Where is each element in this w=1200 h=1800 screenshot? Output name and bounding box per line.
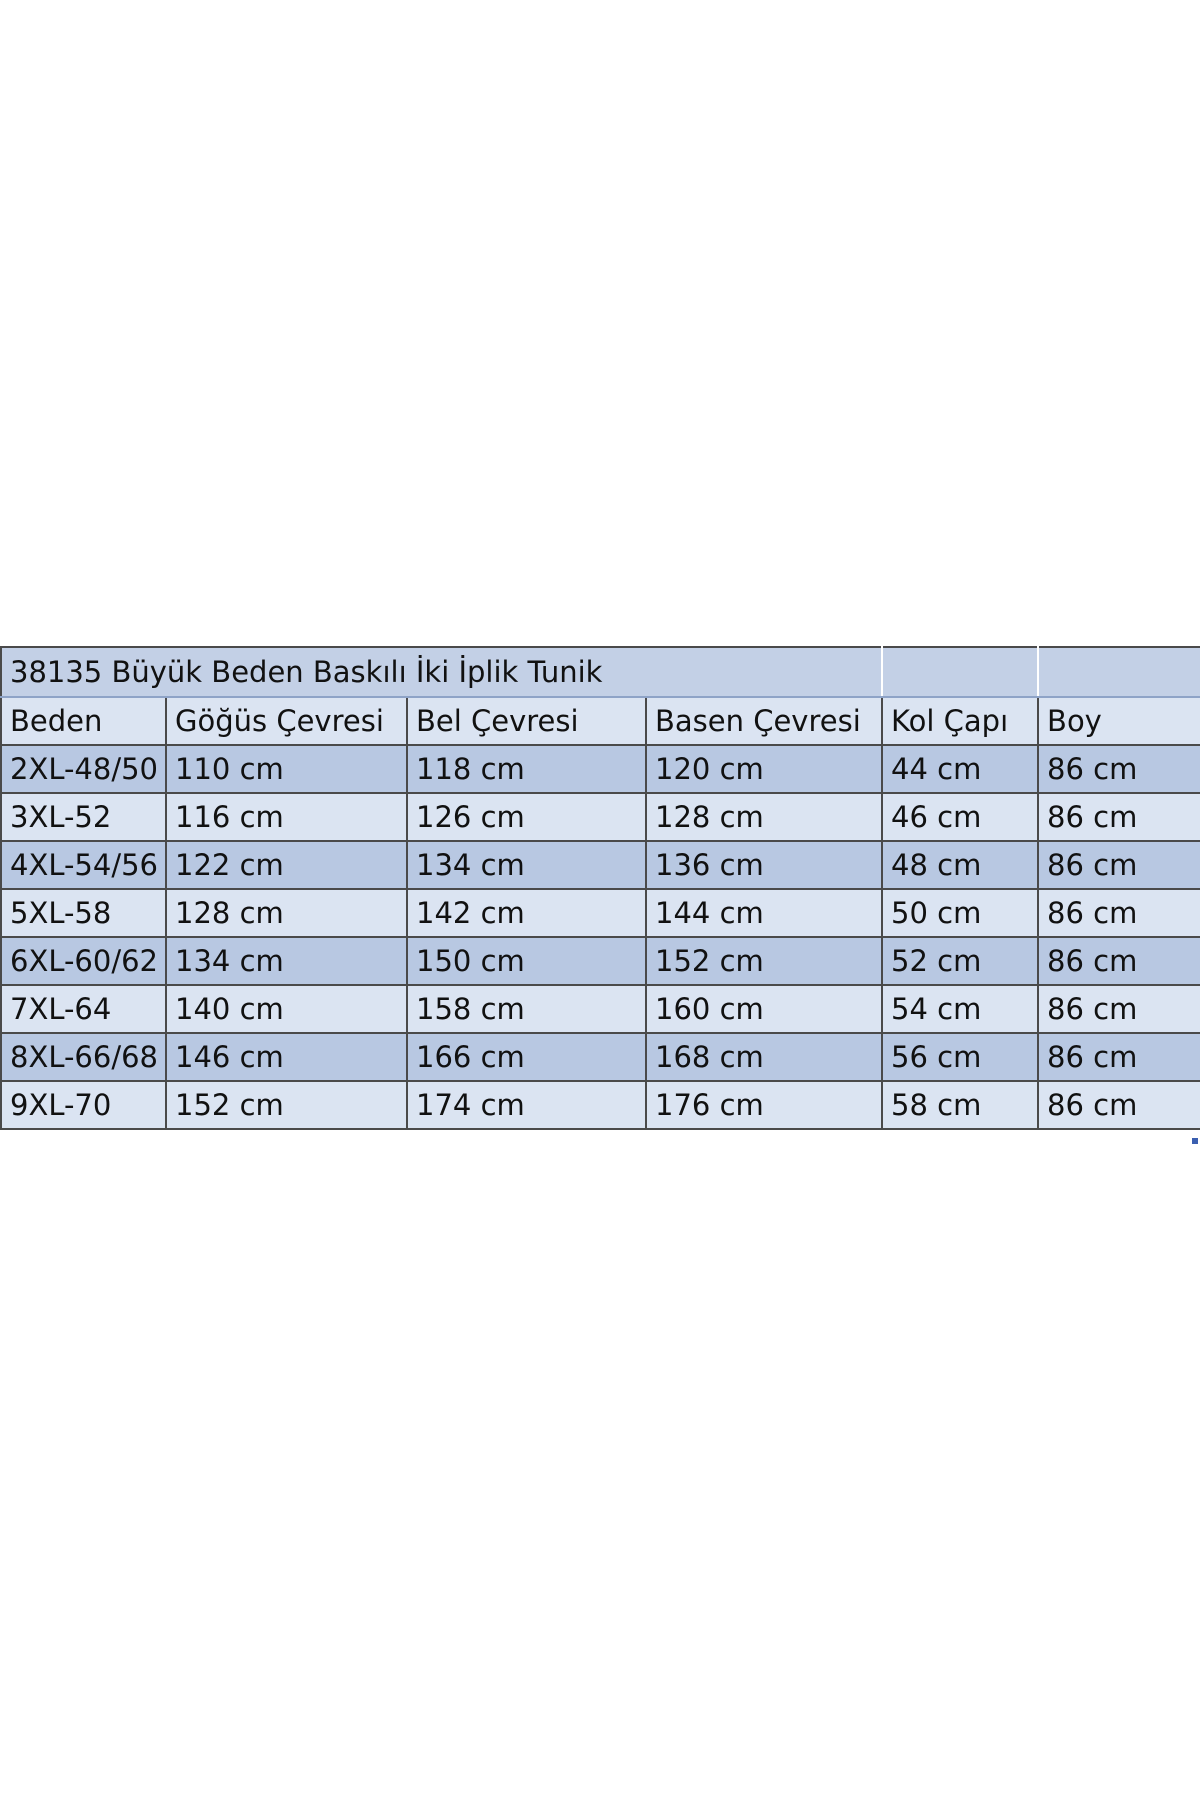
cell-size: 3XL-52	[1, 793, 166, 841]
cell-chest: 152 cm	[166, 1081, 407, 1129]
cell-length: 86 cm	[1038, 745, 1200, 793]
cell-chest: 140 cm	[166, 985, 407, 1033]
fill-handle-mark	[1192, 1138, 1198, 1144]
cell-length: 86 cm	[1038, 937, 1200, 985]
cell-chest: 116 cm	[166, 793, 407, 841]
cell-hip: 144 cm	[646, 889, 882, 937]
cell-sleeve: 58 cm	[882, 1081, 1038, 1129]
cell-size: 4XL-54/56	[1, 841, 166, 889]
header-sleeve: Kol Çapı	[882, 697, 1038, 745]
size-chart	[0, 646, 1200, 1152]
table-row	[1, 937, 1200, 985]
cell-hip: 136 cm	[646, 841, 882, 889]
cell-length: 86 cm	[1038, 841, 1200, 889]
cell-waist: 142 cm	[407, 889, 646, 937]
cell-waist: 174 cm	[407, 1081, 646, 1129]
cell-size: 9XL-70	[1, 1081, 166, 1129]
cell-size: 7XL-64	[1, 985, 166, 1033]
header-row	[1, 697, 1200, 745]
table-row	[1, 793, 1200, 841]
cell-waist: 150 cm	[407, 937, 646, 985]
cell-hip: 152 cm	[646, 937, 882, 985]
cell-size: 8XL-66/68	[1, 1033, 166, 1081]
cell-chest: 128 cm	[166, 889, 407, 937]
table-row	[1, 985, 1200, 1033]
cell-length: 86 cm	[1038, 793, 1200, 841]
cell-sleeve: 54 cm	[882, 985, 1038, 1033]
cell-hip: 160 cm	[646, 985, 882, 1033]
blank-cell	[1038, 647, 1200, 697]
table-title: 38135 Büyük Beden Baskılı İki İplik Tunik	[1, 647, 882, 697]
cell-size: 6XL-60/62	[1, 937, 166, 985]
cell-waist: 134 cm	[407, 841, 646, 889]
cell-chest: 122 cm	[166, 841, 407, 889]
header-length: Boy	[1038, 697, 1200, 745]
cell-length: 86 cm	[1038, 1033, 1200, 1081]
cell-size: 2XL-48/50	[1, 745, 166, 793]
size-table	[0, 646, 1200, 1130]
table-row	[1, 745, 1200, 793]
cell-sleeve: 48 cm	[882, 841, 1038, 889]
cell-hip: 168 cm	[646, 1033, 882, 1081]
cell-sleeve: 46 cm	[882, 793, 1038, 841]
table-row	[1, 841, 1200, 889]
cell-sleeve: 56 cm	[882, 1033, 1038, 1081]
cell-chest: 110 cm	[166, 745, 407, 793]
title-row	[1, 647, 1200, 697]
cell-sleeve: 52 cm	[882, 937, 1038, 985]
cell-waist: 158 cm	[407, 985, 646, 1033]
cell-sleeve: 44 cm	[882, 745, 1038, 793]
cell-length: 86 cm	[1038, 985, 1200, 1033]
header-chest: Göğüs Çevresi	[166, 697, 407, 745]
cell-size: 5XL-58	[1, 889, 166, 937]
cell-waist: 166 cm	[407, 1033, 646, 1081]
header-hip: Basen Çevresi	[646, 697, 882, 745]
blank-cell	[882, 647, 1038, 697]
cell-sleeve: 50 cm	[882, 889, 1038, 937]
cell-length: 86 cm	[1038, 889, 1200, 937]
cell-waist: 126 cm	[407, 793, 646, 841]
table-row	[1, 889, 1200, 937]
cell-hip: 120 cm	[646, 745, 882, 793]
header-size: Beden	[1, 697, 166, 745]
cell-hip: 128 cm	[646, 793, 882, 841]
table-row	[1, 1081, 1200, 1129]
table-row	[1, 1033, 1200, 1081]
cell-chest: 134 cm	[166, 937, 407, 985]
cell-length: 86 cm	[1038, 1081, 1200, 1129]
cell-chest: 146 cm	[166, 1033, 407, 1081]
header-waist: Bel Çevresi	[407, 697, 646, 745]
cell-waist: 118 cm	[407, 745, 646, 793]
cell-hip: 176 cm	[646, 1081, 882, 1129]
